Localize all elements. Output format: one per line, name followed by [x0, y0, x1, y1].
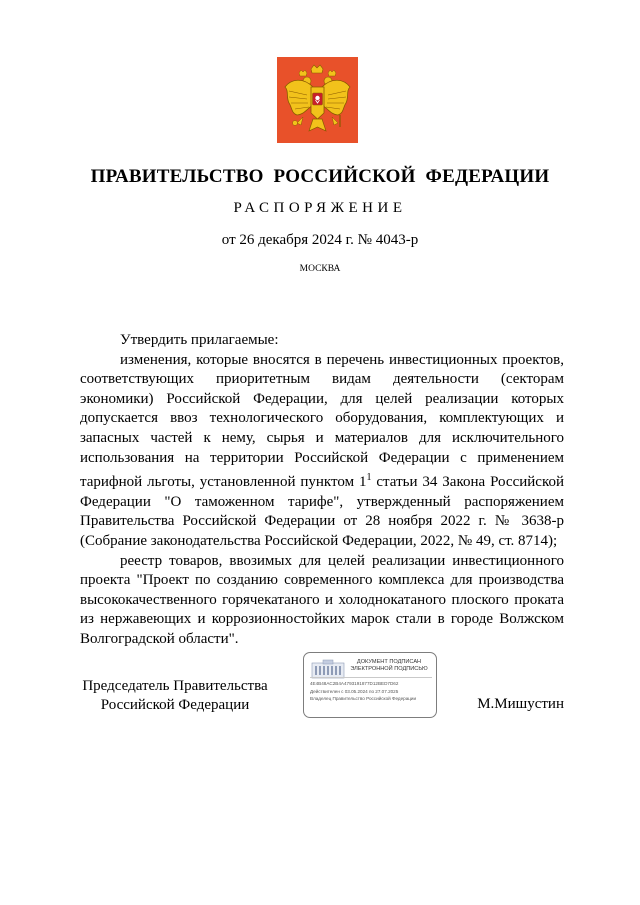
stamp-validity: Действителен с 03.05.2024 по 27.07.2025: [310, 689, 399, 694]
electronic-signature-stamp: [303, 652, 437, 718]
body-item-amendments: [80, 351, 564, 552]
document-type: РАСПОРЯЖЕНИЕ: [233, 200, 407, 216]
body-item-registry: реестр товаров, ввозимых для целей реализации инвестиционного проекта "Проект по созданию современного комплекса для производства высококачественного горячекатаного и холоднокатаного плоского проката из нержавеющих и коррозионностойких марок стали в городе Волжском Волгоградской области".: [80, 552, 564, 647]
body-item-amendments-text-2: статьи 34 Закона Российской Федерации "О таможенном тарифе", утвержденный распоряжением Правительства Российской Федерации от 28 ноября 2022 г. № 3638-р (Собрание законодательства Российской Федерации, 2022, № 49, ст. 8714);: [80, 474, 564, 549]
coat-of-arms-icon: [277, 57, 358, 143]
signatory-position-line-2: Российской Федерации: [100, 697, 250, 713]
document-body: [80, 331, 564, 650]
body-intro: Утвердить прилагаемые:: [120, 332, 279, 348]
stamp-certificate-number: 4E4B48AC2B4A4793191877D12BED7D62: [310, 681, 399, 686]
stamp-divider: [310, 677, 432, 678]
body-item-amendments-text-1: изменения, которые вносятся в перечень инвестиционных проектов, соответствующих приоритетным видам деятельности (секторам экономики) Российской Федерации, для целей реализации которых допускается ввоз технологического оборудования, комплектующих и запасных частей к нему, сырья и материалов для исключительного использования на территории Российской Федерации с применением тарифной льготы, установленной пунктом 1: [80, 351, 564, 491]
footnote-superscript: 1: [366, 472, 372, 484]
document-date-number: от 26 декабря 2024 г. № 4043-р: [221, 232, 419, 248]
stamp-owner: Владелец Правительство Российской Федерации: [310, 696, 417, 701]
signatory-name: М.Мишустин: [477, 696, 564, 712]
signatory-position-line-1: Председатель Правительства: [82, 678, 268, 694]
stamp-heading: [344, 659, 434, 673]
stamp-heading-line-1: ДОКУМЕНТ ПОДПИСАН: [356, 659, 422, 665]
stamp-heading-line-2: ЭЛЕКТРОННОЙ ПОДПИСЬЮ: [350, 666, 428, 672]
government-title: ПРАВИТЕЛЬСТВО РОССИЙСКОЙ ФЕДЕРАЦИИ: [90, 166, 550, 187]
signatory-position: [70, 677, 280, 715]
document-city: МОСКВА: [299, 264, 341, 274]
